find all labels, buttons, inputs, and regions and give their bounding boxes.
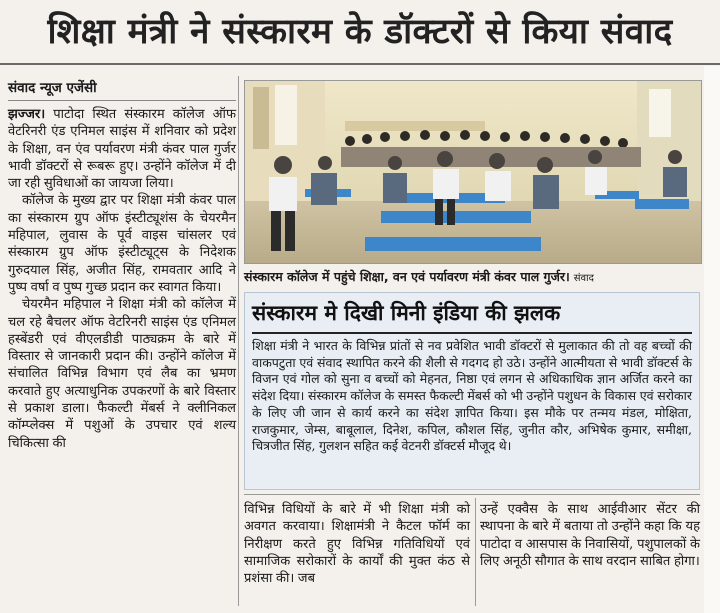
box-title: संस्कारम मे दिखी मिनी इंडिया की झलक xyxy=(252,301,561,325)
byline: संवाद न्यूज एजेंसी xyxy=(8,80,97,96)
box-paragraph: शिक्षा मंत्री ने भारत के विभिन्न प्रांतों से नव प्रवेशित भावी डॉक्टरों से मुलाकात की तो वह बच्चों की वाकपटुता एवं संवाद स्थापित करने की शैली से गदगद हो उठे। उन्होंने आत्मीयता से भावी डॉक्टर्स के विजन एवं गोल को सुना व बच्चों को मेहनत, निष्ठा एवं लगन से अधिकाधिक ज्ञान अर्जित करने का संदेश दिया। संस्कारम कॉलेज के समस्त फैकल्टी मेंबर्स को भी उन्होंने पशुधन के विकास एवं सरोकार के लिए जी जान से कार्य करने का संदेश ज्ञापित किया। इस मौके पर तन्मय मंडल, मोक्षिता, राजकुमार, जेम्स, बाबूलाल, दिनेश, कपिल, कौशल सिंह, जुनीत कौर, अभिषेक कुमार, समीक्षा, चित्रजीत सिंह, गुलशन सहित कई वेटनरी डॉक्टर्स मौजूद थे। xyxy=(252,338,692,454)
box-body xyxy=(252,338,692,455)
paragraph-1-text: पाटोदा स्थित संस्कारम कॉलेज ऑफ वेटरिनरी एंड एनिमल साइंस में शनिवार को प्रदेश के शिक्षा, वन एंव पर्यावरण मंत्री कंवर पाल गुर्जर भावी डॉक्टरों से रूबरू हुए। उन्होंने कॉलेज में दी जा रही सुविधाओं का जायजा लिया। xyxy=(8,107,236,192)
bottom-section-rule xyxy=(244,494,700,495)
article-column-1 xyxy=(8,106,236,452)
article-column-2 xyxy=(244,501,470,587)
photo-caption xyxy=(244,266,700,288)
headline-rule xyxy=(0,63,720,65)
box-title-rule xyxy=(252,332,692,334)
photo-credit: संवाद xyxy=(573,273,594,284)
article-paragraph-1 xyxy=(8,106,236,192)
column-divider xyxy=(238,76,239,606)
article-column-3 xyxy=(480,501,700,570)
column-2-text: विभिन्न विधियों के बारे में भी शिक्षा मंत्री को अवगत करवाया। शिक्षामंत्री ने कैटल फॉर्म का निरीक्षण करते हुए विभिन्न गतिविधियों एवं सामाजिक सरोकारों के कार्यों की मुक्त कंठ से प्रशंसा की। जब xyxy=(244,502,470,587)
article-paragraph-2: कॉलेज के मुख्य द्वार पर शिक्षा मंत्री कंवर पाल का संस्कारम ग्रुप ऑफ इंस्टीट्यूशंस के चेयरमैन महिपाल, लुवास के पूर्व वाइस चांसलर एवं संस्कारम ग्रुप ऑफ इंस्टीट्यूट्स के निदेशक गुरुदयाल सिंह, अजीत सिंह, रामवतार आदि ने पुष्प वर्षा व पुष्प गुच्छ प्रदान कर स्वागत किया। xyxy=(8,193,236,295)
column-divider-2 xyxy=(475,498,476,606)
article-paragraph-3: चेयरमैन महिपाल ने शिक्षा मंत्री को कॉलेज में चल रहे बैचलर ऑफ वेटरिनरी साइंस एंड एनिमल हस्बेंडरी एवं वीएलडीडी पाठ्यक्रम के बारे में विस्तार से जानकारी प्रदान की। उन्होंने कॉलेज में संचालित विभिन्न विभाग एवं लैब का भ्रमण करवाते हुए अत्याधुनिक उपकरणों के बारे विस्तार से प्रकाश डाला। फैकल्टी मेंबर्स ने क्लीनिकल कॉम्प्लेक्स में पशुओं के उपचार एवं शल्य चिकित्सा की xyxy=(8,297,236,451)
byline-rule xyxy=(8,100,236,101)
dateline: झज्जर। xyxy=(8,107,46,122)
caption-text: संस्कारम कॉलेज में पहुंचे शिक्षा, वन एवं पर्यावरण मंत्री कंवर पाल गुर्जर। xyxy=(244,269,570,284)
headline: शिक्षा मंत्री ने संस्कारम के डॉक्टरों से किया संवाद xyxy=(47,12,673,52)
classroom-photo-illustration xyxy=(245,81,701,263)
column-3-text: उन्हें एक्वैस के साथ आईवीआर सेंटर की स्थापना के बारे में बताया तो उन्होंने कहा कि यह पाटोदा व आसपास के निवासियों, पशुपालकों के लिए अनूठी सौगात के साथ वरदान साबित होगा। xyxy=(480,502,700,569)
news-photo xyxy=(244,80,702,264)
adjacent-page-edge xyxy=(704,66,720,613)
